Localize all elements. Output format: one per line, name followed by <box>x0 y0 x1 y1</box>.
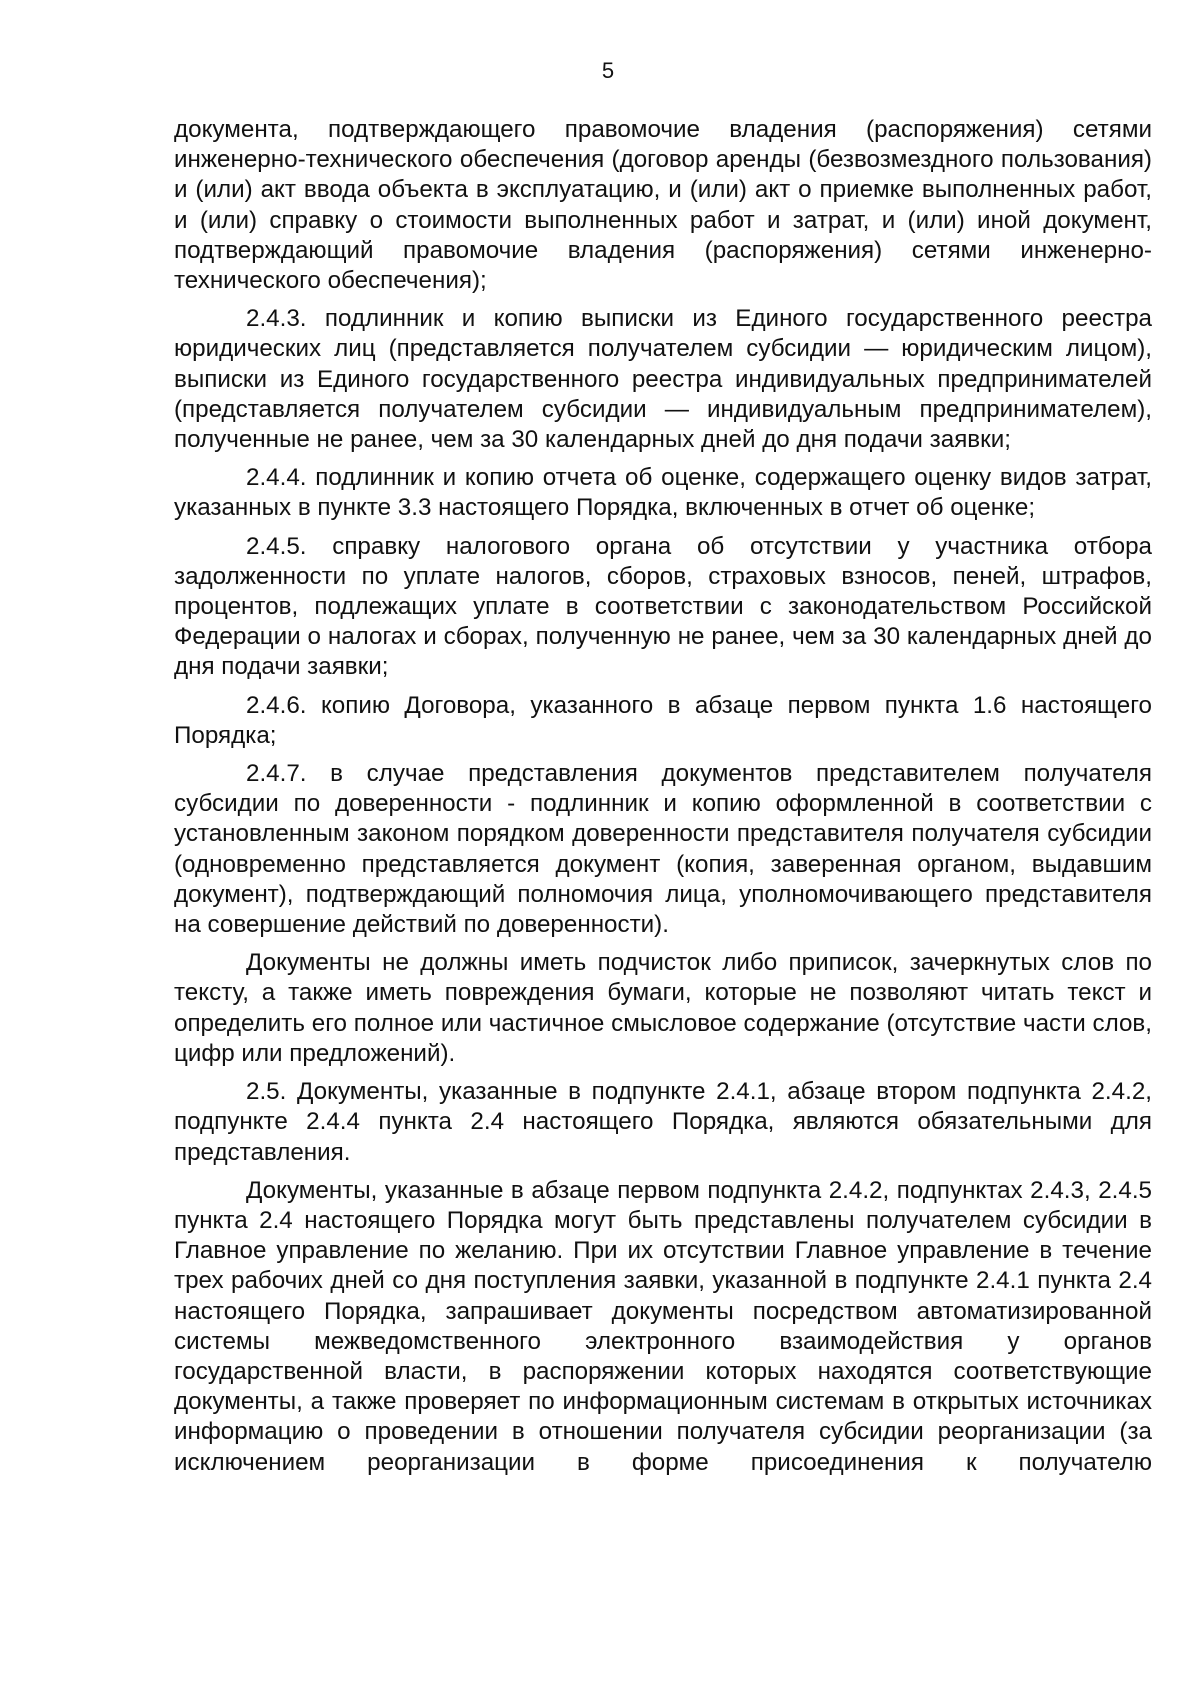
paragraph-documents-requirements: Документы не должны иметь подчисток либо приписок, зачеркнутых слов по тексту, а также иметь повреждения бумаги, которые не позволяют читать текст и определить его полное или частичное смысловое содержание (отсутствие части слов, цифр или предложений). <box>174 949 1152 1067</box>
paragraph-2-4-7: 2.4.7. в случае представления документов представителем получателя субсидии по доверенности - подлинник и копию оформленной в соответствии с установленным законом порядком доверенности представителя получателя субсидии (одновременно представляется документ (копия, заверенная органом, выдавшим документ), подтверждающий полномочия лица, уполномочивающего представителя на совершение действий по доверенности). <box>174 760 1152 939</box>
page-number: 5 <box>601 58 615 83</box>
paragraph-optional-documents: Документы, указанные в абзаце первом подпункта 2.4.2, подпунктах 2.4.3, 2.4.5 пункта 2.4 настоящего Порядка могут быть представлены получателем субсидии в Главное управление по желанию. При их отсутствии Главное управление в течение трех рабочих дней со дня поступления заявки, указанной в подпункте 2.4.1 пункта 2.4 настоящего Порядка, запрашивает документы посредством автоматизированной системы межведомственного электронного взаимодействия у органов государственной власти, в распоряжении которых находятся соответствующие документы, а также проверяет по информационным системам в открытых источниках информацию о проведении в отношении получателя субсидии реорганизации (за исключением реорганизации в форме присоединения к получателю <box>174 1176 1152 1476</box>
paragraph-2-4-5: 2.4.5. справку налогового органа об отсутствии у участника отбора задолженности по уплате налогов, сборов, страховых взносов, пеней, штрафов, процентов, подлежащих уплате в соответствии с законодательством Российской Федерации о налогах и сборах, полученную не ранее, чем за 30 календарных дней до дня подачи заявки; <box>174 532 1152 681</box>
paragraph-continuation: документа, подтверждающего правомочие владения (распоряжения) сетями инженерно-технического обеспечения (договор аренды (безвозмездного пользования) и (или) акт ввода объекта в эксплуатацию, и (или) акт о приемке выполненных работ, и (или) справку о стоимости выполненных работ и затрат, и (или) иной документ, подтверждающий правомочие владения (распоряжения) сетями инженерно-технического обеспечения); <box>174 116 1152 295</box>
paragraph-2-4-4: 2.4.4. подлинник и копию отчета об оценке, содержащего оценку видов затрат, указанных в пункте 3.3 настоящего Порядка, включенных в отчет об оценке; <box>174 464 1152 522</box>
paragraph-2-4-3: 2.4.3. подлинник и копию выписки из Единого государственного реестра юридических лиц (представляется получателем субсидии — юридическим лицом), выписки из Единого государственного реестра индивидуальных предпринимателей (представляется получателем субсидии — индивидуальным предпринимателем), полученные не ранее, чем за 30 календарных дней до дня подачи заявки; <box>174 305 1152 454</box>
paragraph-2-5: 2.5. Документы, указанные в подпункте 2.4.1, абзаце втором подпункта 2.4.2, подпункте 2.4.4 пункта 2.4 настоящего Порядка, являются обязательными для представления. <box>174 1078 1152 1166</box>
paragraph-2-4-6: 2.4.6. копию Договора, указанного в абзаце первом пункта 1.6 настоящего Порядка; <box>174 691 1152 749</box>
document-body <box>174 115 1152 1478</box>
